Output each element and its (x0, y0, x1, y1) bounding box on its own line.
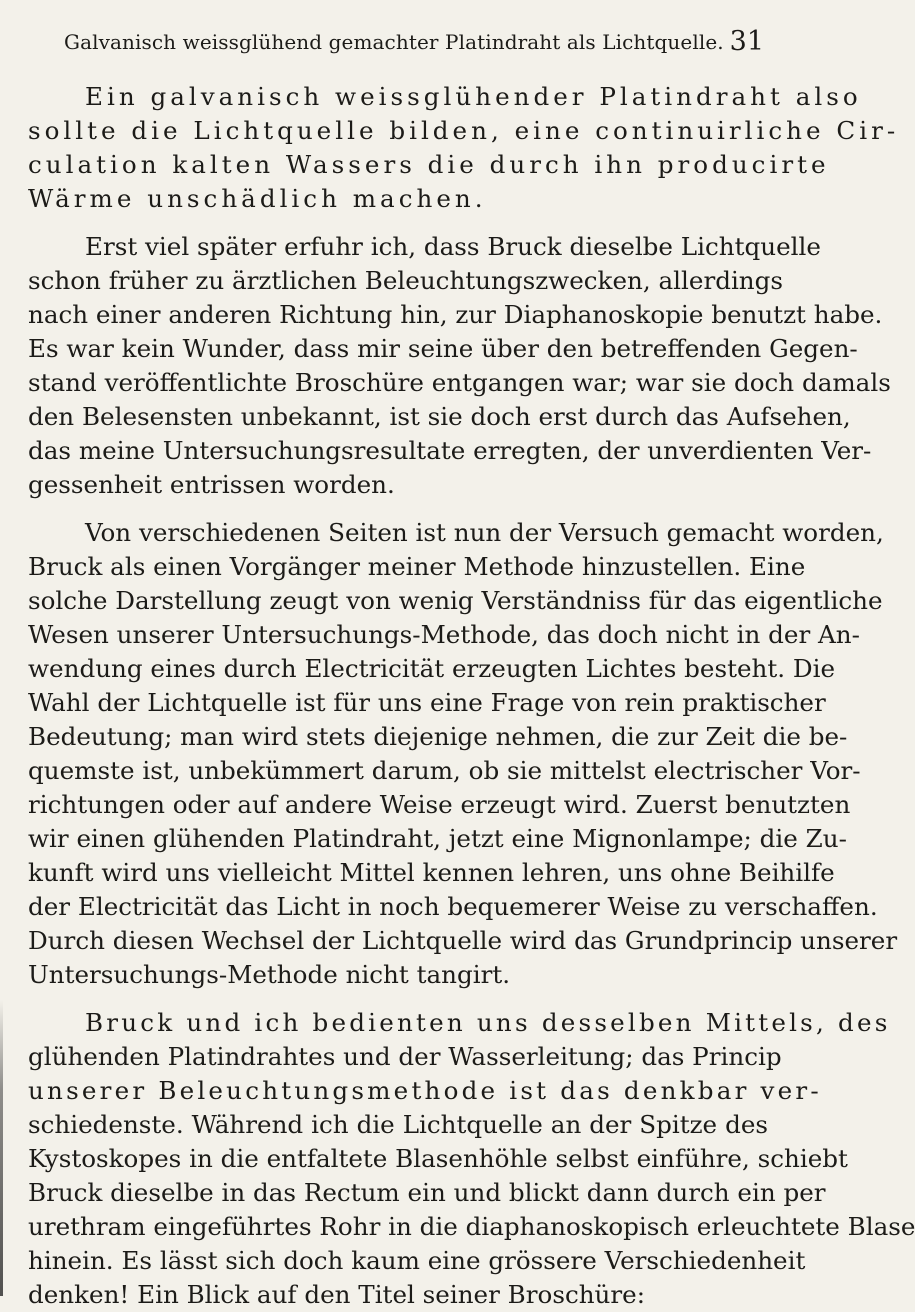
text-line: wendung eines durch Electricität erzeugten Lichtes besteht. Die (28, 654, 836, 683)
text-line: richtungen oder auf andere Weise erzeugt wird. Zuerst benutzten (28, 790, 851, 819)
paragraph-2 (28, 230, 891, 502)
text-line: quemste ist, unbekümmert darum, ob sie mittelst electrischer Vor- (28, 756, 861, 785)
text-line: den Belesensten unbekannt, ist sie doch erst durch das Aufsehen, (28, 402, 851, 431)
text-line: solche Darstellung zeugt von wenig Verständniss für das eigentliche (28, 586, 883, 615)
text-line: Kystoskopes in die entfaltete Blasenhöhle selbst einführe, schiebt (28, 1144, 848, 1173)
text-line: stand veröffentlichte Broschüre entgangen war; war sie doch damals (28, 368, 891, 397)
paragraph-4 (28, 1006, 915, 1312)
text-line: nach einer anderen Richtung hin, zur Diaphanoskopie benutzt habe. (28, 300, 883, 329)
text-line: Durch diesen Wechsel der Lichtquelle wird das Grundprincip unserer (28, 926, 898, 955)
text-line: Bruck dieselbe in das Rectum ein und blickt dann durch ein per (28, 1178, 826, 1207)
text-line: kunft wird uns vielleicht Mittel kennen lehren, uns ohne Beihilfe (28, 858, 835, 887)
text-line: der Electricität das Licht in noch bequemerer Weise zu verschaffen. (28, 892, 878, 921)
running-title: Galvanisch weissglühend gemachter Platindraht als Lichtquelle. (64, 30, 724, 54)
text-line: Bedeutung; man wird stets diejenige nehmen, die zur Zeit die be- (28, 722, 848, 751)
text-line: Wärme unschädlich machen. (28, 184, 487, 213)
page-number: 31 (729, 26, 764, 57)
text-line: Es war kein Wunder, dass mir seine über den betreffenden Gegen- (28, 334, 858, 363)
text-line: culation kalten Wassers die durch ihn producirte (28, 150, 830, 179)
body-text (28, 80, 915, 1312)
text-line: Bruck und ich bedienten uns desselben Mittels, des (85, 1008, 891, 1037)
running-header (58, 26, 764, 60)
text-line: Bruck als einen Vorgänger meiner Methode hinzustellen. Eine (28, 552, 806, 581)
text-line: schiedenste. Während ich die Lichtquelle an der Spitze des (28, 1110, 768, 1139)
paragraph-1 (28, 80, 900, 216)
text-line: Erst viel später erfuhr ich, dass Bruck dieselbe Lichtquelle (85, 232, 821, 261)
text-line: Wesen unserer Untersuchungs-Methode, das doch nicht in der An- (28, 620, 860, 649)
text-line: gessenheit entrissen worden. (28, 470, 395, 499)
text-line: urethram eingeführtes Rohr in die diaphanoskopisch erleuchtete Blase (28, 1212, 915, 1241)
text-line: Von verschiedenen Seiten ist nun der Versuch gemacht worden, (85, 518, 884, 547)
text-line: schon früher zu ärztlichen Beleuchtungszwecken, allerdings (28, 266, 784, 295)
scan-edge-shadow (0, 1000, 3, 1296)
text-line: sollte die Lichtquelle bilden, eine continuirliche Cir- (28, 116, 900, 145)
text-line: glühenden Platindrahtes und der Wasserleitung; das Princip (28, 1042, 782, 1071)
text-line: Ein galvanisch weissglühender Platindraht also (85, 82, 862, 111)
text-line: hinein. Es lässt sich doch kaum eine grössere Verschiedenheit (28, 1246, 806, 1275)
text-line: Wahl der Lichtquelle ist für uns eine Frage von rein praktischer (28, 688, 826, 717)
text-line: Untersuchungs-Methode nicht tangirt. (28, 960, 511, 989)
paragraph-3 (28, 516, 898, 992)
text-line: das meine Untersuchungsresultate erregten, der unverdienten Ver- (28, 436, 872, 465)
text-line: denken! Ein Blick auf den Titel seiner Broschüre: (28, 1280, 645, 1309)
text-line: unserer Beleuchtungsmethode ist das denkbar ver- (28, 1076, 822, 1105)
text-line: wir einen glühenden Platindraht, jetzt eine Mignonlampe; die Zu- (28, 824, 847, 853)
